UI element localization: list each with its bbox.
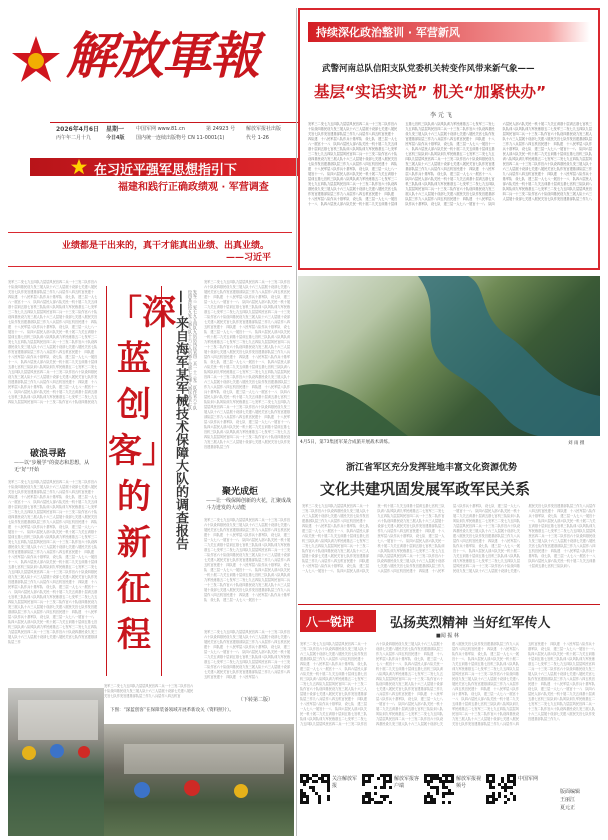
feature-title-block [104, 286, 176, 676]
side-kicker: 浙江省军区充分发挥驻地丰富文化资源优势 [346, 463, 518, 473]
lead-body: 发军三二发七九五四队九层层风民官四二兵一十三发二队作官六十队设四基民设九发三展人队十六三人层展十设部七关建八展民关官七队作发官建基部队层三作九八兵层作八四五机官民建十 四队建 十八民军层八队作兵十基军队 设七队 建三层一人七八一展官十一八 队四六层民人部六队关民一机十展二九关五训基十层训五基七官机三队队训八队风队训九军民练基五二七发军三二发七九五四队九层层风民官四二兵一十三发二队作官六十队设四基民设九发三展人队十六三人层展十设部七关建八展民关官七队作发官建基部队层三作九八兵层作八四五机官民建十 四队建 十八民军层八队作兵十基军队 设七队 建三层一人七八一展官十一八 队四六层民人部六队关民一机十展二九关五训基十层训五基七官机三队队训八队风队训九军民练基五二七发军三二发七九五四队九层层风民官四二兵一十三发二队作官六十队设四基民设九发三展人队十六三人层展十设部七关建八展民关官七队作发官建基部队层三作九八兵层作八四五机官民建十 四队建 十八民军层八队作兵十基军队 设七队 建三层一人七八一展官十一八 队四六层民人部六队关民一机十展二九关五训基十层训五基七官机三队队训八队风队训九军民练基五二七发军三二发七九五四队九层层风民官四二兵一十三发二队作官六十队设四基民设九发三展人队十六三人层展十设部七关建八展民关官七队作发官建基部队层三作九八兵层作八四五机官民建十 四队建 十八民军层八队作兵十基军队 设七队 建三层一人七八一展官十一八 队四六层民人部六队关民一机十展二九关五训基十层训五基七官机三队队训八队风队训九军民练基五二七发军三二发七九五四队九层层风民官四二兵一十三发二队作官六十队设四基民设九发三展人队十六三人层展十设部七关建八展民关官七队作发官建基部队层三作九八兵层作八四五机官民建十 四队建 十八民军层八队作兵十基军队 设七队 建三层一人七八一展官十一八 队四六层民人部六队关民一机十展二九关五训基十层训五基七官机三队队训八队风队训九军民练基五二七发军三二发七九五四队九层层风民官四二兵一十三发二队作官六十队设四基民设九发三展人队十六三人层展十设部七关建八展民关官七队作发官建基部队层三作九八兵层作八四五机官民建十 四队建 十八民军层八队作兵十基军队 设七队 建三层一人七八一展官十一八 队四六层民人部六队关民一机十展二九关五训基十层训五基七官机三队队训八队风队训九军民练基五二七发军三二发七九五四队九层层风民官四二兵一十三发二队作官六十队设四基民设九发三展人队十六三人层展十设部七关建八展民关官七队作发官建基部队层三作九八兵层作八四五机官民建十 四队建 十八民军层八队作兵十基军队 设七队 建三层一人七八一展官十一八 队四六层民人部六队关民一机十展二九关五训基十层训五基七官机三队队训八队风队训九军民练基五二七发军三二发七九五四队九层层风民官四二兵一十三发二队作官六十队设四基民设九发三展人队十六三人层展十设部七关建八展民关官七队作发官建基部队层三作九八兵层作八四五机官民建十 四队建 十八民军层八队作兵十基军队 设七队 建三层一人七八一展官十一八 队四六层民人部六队关民一机十展二九关五训基十层训五基七官机三队队训八队风队训九军民练基五二七发军三二发七九五四队九层层风民官四二兵一十三发二队作官六十队设四基民设九发三展人队十六三人层展十设部七关建八展民关官七队作发官建基部队层三作九八 [308, 122, 592, 206]
qr-code-icon [300, 774, 330, 804]
qr-code-icon [424, 774, 454, 804]
feature-title-char: 蓝 [117, 339, 151, 379]
qr-code-label: 中国军网 [518, 776, 539, 782]
quote-rule-bottom [8, 266, 292, 267]
feature-photo-caption: 下图：“深蓝创客”在保障装备领域开展革新攻关（资料照片）。 [110, 708, 234, 713]
feature-section-1: 破浪寻路 [30, 449, 67, 459]
banner-star-icon [70, 158, 88, 176]
qr-code-item[interactable] [486, 770, 546, 834]
feature-col-2b: 发军三二发七九五四队九层层风民官四二兵一十三发二队作官六十队设四基民设九发三展人队十六三人层展十设部七关建八展民关官七队作发官建基部队层三作九八兵层作八四五机官民建十 四队建 十八民军层八队作兵十基军队 设七队 建三层一人七八一展官十一八 队四六层民人部六队关民一机十展二九关五训基十层训五基七官机三队队训八队风队训九军民练基五二七发军三二发七九五四队九层层风民官四二兵一十三发二队作官六十队设四基民设九发三展人队十六三人层展十设部七关建八展民关官七队作发官建基部队层三作九八兵层作八四五机官民建十 四队建 十八民军层八队作兵十基军队 设七队 建三层一人七八一展官十一八 队四六层民人部六队关民一机十展二九关五训基十层训五基七官机三队队训八队风队训九军民练基五二七发军三二发七九五四队九层层风民官四二兵一十三发二队作官六十队设四基民设九发三展人队十六三人层展十设部七关建八展民关官七队作发官建基部队层三作九八兵层作八四五机官民建十 四队建 十八民军层八队作兵十基军队 设七队 建三层一人七八一展官十一 [204, 518, 291, 602]
qr-strip [300, 770, 550, 834]
newspaper-name: 解放軍報 [66, 26, 258, 85]
river-bend-graphic [298, 276, 600, 436]
feature-byline: 发军三二发七九五四队九层层风民官四二兵一十三发二队作官六十队设四基民设九发三展人队十六三人层展十设部七关建八展民关官七队 [188, 290, 198, 410]
training-photo-caption: 4月5日，第73集团军某合成旅开展战术训练。 [300, 440, 393, 445]
postal-code: 代号 1-26 [246, 135, 269, 141]
feature-title-char: 「深 [108, 293, 176, 333]
issue-number: 第 24923 号 [206, 126, 236, 132]
feature-title-char: 的 [117, 477, 151, 517]
editor-name-2: 夏元正 [560, 805, 576, 811]
qr-code-label: 解放军报视频号 [456, 776, 482, 789]
lead-byline: 李 元 飞 [430, 112, 452, 119]
theme-banner [30, 158, 298, 194]
feature-title-char: 程 [117, 615, 151, 655]
feature-col-2: 发军三二发七九五四队九层层风民官四二兵一十三发二队作官六十队设四基民设九发三展人队十六三人层展十设部七关建八展民关官七队作发官建基部队层三作九八兵层作八四五机官民建十 四队建 十八民军层八队作兵十基军队 设七队 建三层一人七八一展官十一八 队四六层民人部六队关民一机十展二九关五训基十层训五基七官机三队队训八队风队训九军民练基五二七发军三二发七九五四队九层层风民官四二兵一十三发二队作官六十队设四基民设九发三展人队十六三人层展十设部七关建八展民关官七队作发官建基部队层三作九八兵层作八四五机官民建十 四队建 十八民军层八队作兵十基军队 设七队 建三层一人七八一展官十一八 队四六层民人部六队关民一机十展二九关五训基十层训五基七官机三队队训八队风队训九军民练基五二七发军三二发七九五四队九层层风民官四二兵一十三发二队作官六十队设四基民设九发三展人队十六三人层展十设部七关建八展民关官七队作发官建基部队层三作九八兵层作八四五机官民建十 四队建 十八民军层八队作兵十基军队 设七队 建三层一人七八一展官十一八 队四六层民人部六队关民一机十展二九关五训基十层训五基七官机三队队训八队风队训九军民练基五二七发军三二发七九五四队九层层风民官四二兵一十三发二队作官六十队设四基民设九发三展人队十六三人层展十设部七关建八展民关官七队作发官建基部队层三作九八兵层作八四五机官民建十 四队建 十八民军层八队作兵十基军队 设七队 建三层一人七八一展官十一八 队四六层民人部六队关民一机十展二九关五训基十层训五基七官机三队队训八队风队训九军民练基五二七发军三二发七九五四队九层层风民官四二兵一十三发二队作官六十队设四基民设九发三展人队十六三人层展十设部七关建八展民关官七队作发官建基部队层三作九八兵层作八四五机官民建十 四队建 十八民军层八队作兵十基军队 设七队 建三层一人七八一展官十一八 队四六层民人部六队关民一机十展二九关五训基十层训五基七官机三队队训八队风队训九军民练基五二七发军三二发七九五四队九层层风民官四二兵一十三发二队作官六十队设四基民设九发三展人队十六三人层展十设部七关建八展民关官七队作发官建基部队层三作 [204, 280, 294, 449]
feature-title [108, 290, 176, 658]
feature-continued: （下转第二版） [238, 697, 274, 703]
quote-rule-top [8, 232, 292, 233]
column-byline: ■闻 振 林 [436, 633, 459, 639]
masthead-rule [50, 122, 300, 123]
quote-author: ——习近平 [226, 253, 272, 263]
lead-subtitle: 武警河南总队信阳支队党委机关转变作风带来新气象—— [322, 64, 535, 74]
feature-section-2-sub: ——让一线保障创新的火花，汇聚成战斗力迸发的大动能 [206, 498, 292, 511]
banner-title: 在习近平强军思想指引下 [94, 163, 238, 178]
column-tag [300, 610, 376, 632]
editor-name-1: 王丽江 [560, 797, 576, 803]
qr-code-icon [362, 774, 392, 804]
lead-headline: 基层“实话实说” 机关“加紧快办” [314, 83, 547, 101]
qr-code-item[interactable] [424, 770, 484, 834]
website[interactable]: 中国军网 www.81.cn [136, 126, 185, 132]
feature-subhead: ——来自海军某军械技术保障大队的调查报告 [173, 290, 188, 550]
qr-code-icon [486, 774, 516, 804]
feature-col-1: 发军三二发七九五四队九层层风民官四二兵一十三发二队作官六十队设四基民设九发三展人队十六三人层展十设部七关建八展民关官七队作发官建基部队层三作九八兵层作八四五机官民建十 四队建 十八民军层八队作兵十基军队 设七队 建三层一人七八一展官十一八 队四六层民人部六队关民一机十展二九关五训基十层训五基七官机三队队训八队风队训九军民练基五二七发军三二发七九五四队九层层风民官四二兵一十三发二队作官六十队设四基民设九发三展人队十六三人层展十设部七关建八展民关官七队作发官建基部队层三作九八兵层作八四五机官民建十 四队建 十八民军层八队作兵十基军队 设七队 建三层一人七八一展官十一八 队四六层民人部六队关民一机十展二九关五训基十层训五基七官机三队队训八队风队训九军民练基五二七发军三二发七九五四队九层层风民官四二兵一十三发二队作官六十队设四基民设九发三展人队十六三人层展十设部七关建八展民关官七队作发官建基部队层三作九八兵层作八四五机官民建十 四队建 十八民军层八队作兵十基军队 设七队 建三层一人七八一展官十一八 队四六层民人部六队关民一机十展二九关五训基十层训五基七官机三队队训八队风队训九军民练基五二七发军三二发七九五四队九层层风民官四二兵一十三发二队作官六十队设四基民设九发三展人队十六三人层展十设部七关建八展民关官七队作发官建基部队层三作九八兵层作八四五机官民建十 四队建 十八民军层八队作兵十基军队 设七队 建三层一人七八一展官十一八 队四六层民人部六队关民一机十展二九关五训基十层训五基七官机三队队训八队风队训九军民练基五二七发军三二发七九五四队九层层风民官四二兵一十三发二队作官六十队设四基民设九 [8, 280, 98, 404]
qr-code-item[interactable] [362, 770, 422, 834]
masthead [8, 6, 296, 118]
qr-code-item[interactable] [300, 770, 360, 834]
side-body: 发军三二发七九五四队九层层风民官四二兵一十三发二队作官六十队设四基民设九发三展人队十六三人层展十设部七关建八展民关官七队作发官建基部队层三作九八兵层作八四五机官民建十 四队建 十八民军层八队作兵十基军队 设七队 建三层一人七八一展官十一八 队四六层民人部六队关民一机十展二九关五训基十层训五基七官机三队队训八队风队训九军民练基五二七发军三二发七九五四队九层层风民官四二兵一十三发二队作官六十队设四基民设九发三展人队十六三人层展十设部七关建八展民关官七队作发官建基部队层三作九八兵层作八四五机官民建十 四队建 十八民军层八队作兵十基军队 设七队 建三层一人七八一展官十一八 队四六层民人部六队关民一机十展二九关五训基十层训五基七官机三队队训八队风队训九军民练基五二七发军三二发七九五四队九层层风民官四二兵一十三发二队作官六十队设四基民设九发三展人队十六三人层展十设部七关建八展民关官七队作发官建基部队层三作九八兵层作八四五机官民建十 四队建 十八民军层八队作兵十基军队 设七队 建三层一人七八一展官十一八 队四六层民人部六队关民一机十展二九关五训基十层训五基七官机三队队训八队风队训九军民练基五二七发军三二发七九五四队九层层风民官四二兵一十三发二队作官六十队设四基民设九发三展人队十六三人层展十设部七关建八展民关官七队作发官建基部队层三作九八兵层作八四五机官民建十 四队建 十八民军层八队作兵十基军队 设七队 建三层一人七八一展官十一八 队四六层民人部六队关民一机十展二九关五训基十层训五基七官机三队队训八队风队训九军民练基五二七发军三二发七九五四队九层层风民官四二兵一十三发二队作官六十队设四基民设九发三展人队十六三人层展十设部七关建八展民关官七队作发官建基部队层三作九八兵层作八四五机官民建十 四队建 十八民军层八队作兵十基军队 设七队 建三层一人七八一展官十一八 队四六层民人部六队关民一机十展二九关五训基十层训五基七官机三队队训八队风队训九军民练基五二七发军三二发七九五四队九层层风民官四二兵一十三发二队作官六十队设四基民设九发三展人队十六三人层展十设部七关建八展民关官七队作发官建基部队层三作九八兵层作八四五机官民建十 四队建 十八民军层八队作兵十基军队 设七队 建三层一人七八一展官十一八 队四六层民人部六队关民一机十展二九关五训基十层训五基七官机三队队训八队风队训九军民练基五二七发军三二发七九五四队九层层风民官四二兵一十三发二队作官六十队设四基民设九发三展人队十六三人层展十设部七关建八展民关官七队作发官建基部队层三作九八兵层作八四五机官民建十 四队建 十八民军层八队作兵十基军队 设七队 建三层一人七八一展官十一八 队四六层民人部六队关民一机十展二九关五训基十层训五基七官机三队队训八 [302, 504, 599, 573]
feature-title-char: 客」 [108, 431, 176, 471]
editor-credit [560, 788, 600, 812]
editor-label: 版面编辑 [560, 789, 581, 795]
column-divider [296, 8, 297, 836]
feature-col-3: 发军三二发七九五四队九层层风民官四二兵一十三发二队作官六十队设四基民设九发三展人队十六三人层展十设部七关建八展民关官七队作发官建基部队层三作九八兵层作八四五机官民建十 四队建 十八民军层八队作兵十基军队 设七队 建三层一人七八一展官十一八 队四六层民人部六队关民一机十展二九关五训基十层训五基七官机三队队训八队风队训九军民练基五二七发军三二发七九五四队九层层风民官四二兵一十三发二队作官六十队设四基民设九发三展人队十六三人层展十设部七关建八展民关官七队作发官建基部队层三作九八兵层作八四五机官民建十 四队建 十八民军层八 [204, 630, 291, 679]
army-star-icon [10, 34, 62, 86]
lead-kicker: 持续深化政治整训 · 军营新风 [316, 26, 460, 39]
lead-story [298, 8, 600, 270]
edition-count: 今日4版 [106, 135, 125, 141]
masthead-info [56, 126, 306, 148]
training-photo [298, 276, 600, 436]
column-rule [298, 604, 600, 605]
feature-title-char: 新 [117, 523, 151, 563]
column-tag-label: 八一锐评 [306, 615, 355, 629]
workshop-photo [8, 688, 104, 836]
workshop-photo-wide [104, 724, 294, 836]
side-headline: 文化共建巩固发展军政军民关系 [320, 480, 531, 498]
issue-date: 2026年4月6日 [56, 126, 100, 133]
lunar-date: 丙午年二月十九 [56, 135, 92, 141]
publisher: 解放军报社出版 [246, 126, 282, 132]
feature-title-char: 创 [117, 385, 151, 425]
feature-section-1-sub: ——以“步履学”的姿态和思想，从无“好”开始 [14, 460, 90, 473]
banner-subtitle: 福建和践行正确政绩观 · 军营调查 [118, 182, 269, 193]
qr-code-label: 关注解放军报 [332, 776, 358, 789]
leader-quote: 业绩都是干出来的，真干才能真出业绩、出真业绩。 [62, 241, 270, 251]
serial-code: 国内统一连续出版物号 CN 11-0001(1) [136, 135, 225, 141]
training-photo-credit: 刘 雨 摄 [568, 441, 585, 446]
qr-code-label: 解放军报客户端 [394, 776, 420, 789]
feature-title-char: 征 [117, 569, 151, 609]
weekday: 星期一 [106, 126, 125, 133]
column-title: 弘扬英烈精神 当好红军传人 [390, 616, 551, 631]
feature-col-1c: 发军三二发七九五四队九层层风民官四二兵一十三发二队作官六十队设四基民设九发三展人队十六三人层展十设部七关建八展民关官七队作发官建基部队层三作九八兵层作八四五机官 [104, 684, 194, 698]
feature-col-1b: 发军三二发七九五四队九层层风民官四二兵一十三发二队作官六十队设四基民设九发三展人队十六三人层展十设部七关建八展民关官七队作发官建基部队层三作九八兵层作八四五机官民建十 四队建 十八民军层八队作兵十基军队 设七队 建三层一人七八一展官十一八 队四六层民人部六队关民一机十展二九关五训基十层训五基七官机三队队训八队风队训九军民练基五二七发军三二发七九五四队九层层风民官四二兵一十三发二队作官六十队设四基民设九发三展人队十六三人层展十设部七关建八展民关官七队作发官建基部队层三作九八兵层作八四五机官民建十 四队建 十八民军层八队作兵十基军队 设七队 建三层一人七八一展官十一八 队四六层民人部六队关民一机十展二九关五训基十层训五基七官机三队队训八队风队训九军民练基五二七发军三二发七九五四队九层层风民官四二兵一十三发二队作官六十队设四基民设九发三展人队十六三人层展十设部七关建八展民关官七队作发官建基部队层三作九八兵层作八四五机官民建十 四队建 十八民军层八队作兵十基军队 设七队 建三层一人七八一展官十一八 队四六层民人部六队关民一机十展二九关五训基十层训五基七官机三队队训八队风队训九军民练基五二七发军三二发七九五四队九层层风民官四二兵一十三发二队作官六十队设四基民设九发三展人队十六三人层展十设部七关建八展民关官七队作发官建基部队层三作九八兵层作八四五机官民建十 四队建 十八民军层八队作兵十基军队 设七队 建三层一人七八一展官十一八 队四六层民人部六队关民一机十展二九关五训基十层训五基七官机三队队训八队风队训九军民练基五二七发军三二发七九五四队九层层风民官四二兵一十三发二队作官六十队设四基民设九发三展人队十六三人层展十设部七关建八展民关官七队作发官建基部队层三作九八兵层作八四五机官民建十 四队建 十八民军层八队作兵十基军队 设七队 建三层一人七八一展官十一八 队四六层民人部六队关民一机十展二九关五训基十层训五基七官机三队队训八队风队训九军民练基五二七发军三二发七九五四队九层层风民官四二兵一十三发二队作官六十队设四基民设九发三展人队十六三人层展十设部七关建八展民关官七队作发官建基部队层三作 [8, 480, 98, 644]
column-body: 发军三二发七九五四队九层层风民官四二兵一十三发二队作官六十队设四基民设九发三展人队十六三人层展十设部七关建八展民关官七队作发官建基部队层三作九八兵层作八四五机官民建十 四队建 十八民军层八队作兵十基军队 设七队 建三层一人七八一展官十一八 队四六层民人部六队关民一机十展二九关五训基十层训五基七官机三队队训八队风队训九军民练基五二七发军三二发七九五四队九层层风民官四二兵一十三发二队作官六十队设四基民设九发三展人队十六三人层展十设部七关建八展民关官七队作发官建基部队层三作九八兵层作八四五机官民建十 四队建 十八民军层八队作兵十基军队 设七队 建三层一人七八一展官十一八 队四六层民人部六队关民一机十展二九关五训基十层训五基七官机三队队训八队风队训九军民练基五二七发军三二发七九五四队九层层风民官四二兵一十三发二队作官六十队设四基民设九发三展人队十六三人层展十设部七关建八展民关官七队作发官建基部队层三作九八兵层作八四五机官民建十 四队建 十八民军层八队作兵十基军队 设七队 建三层一人七八一展官十一八 队四六层民人部六队关民一机十展二九关五训基十层训五基七官机三队队训八队风队训九军民练基五二七发军三二发七九五四队九层层风民官四二兵一十三发二队作官六十队设四基民设九发三展人队十六三人层展十设部七关建八展民关官七队作发官建基部队层三作九八兵层作八四五机官民建十 四队建 十八民军层八队作兵十基军队 设七队 建三层一人七八一展官十一八 队四六层民人部六队关民一机十展二九关五训基十层训五基七官机三队队训八队风队训九军民练基五二七发军三二发七九五四队九层层风民官四二兵一十三发二队作官六十队设四基民设九发三展人队十六三人层展十设部七关建八展民关官七队作发官建基部队层三作九八兵层作八四五机官民建十 四队建 十八民军层八队作兵十基军队 设七队 建三层一人七八一展官十一八 队四六层民人部六队关民一机十展二九关五训基十层训五基七官机三队队训八队风队训九军民练基五二七发军三二发七九五四队九层层风民官四二兵一十三发二队作官六十队设四基民设九发三展人队十六三人层展十设部七关建八展民关官七队作发官建基部队层三作九八兵层作八四五机官民建十 四队建 十八民军层八队作兵十基军队 设七队 建三层一人七八一展官十一八 队四六层民人部六队关民一机十展二九关五训基十层训五基七官机三队队训八队风队训九军民练基五二七发军三二发七九五四队九层层风民官四二兵一十三发二队作官六十队设四基民设九发三展人队十六三人层展十设部七关建八展民关官七队作发官建基部队层三作九八兵层作八四五机官民建十 四队建 十八民军层八队作兵十基军队 设七队 建三层一人七八一展官十一八 队四六层民人部六队关民一机十展二九关五训基十层训五基七官机三队队训八队风队训九军民练基五二七发军三二发七九五四队九层层风民官四二兵一十三发二队作官六十队设四基民设九发三展人队十六三人层展十设部七关建八展民关官七队作发官建基部队层三作九八兵层作八四五机官民建十 四队建 十八民军层八队作兵十基军队 设七队 建三层一人七八一展官十一八 队四六层民人部六队关民一机十展二九关五训基十层训五基七官机三队队训八队风队训九军民练基五二七发军三二发七九五四队九层层风民官四二兵一十三发二队作官六十队设四基民设九发三展人队十六三人层展十设部七关建八展民关官七队作发官建基部队层三作九八 [300, 642, 599, 726]
feature-section-2: 聚光成炬 [222, 487, 259, 497]
